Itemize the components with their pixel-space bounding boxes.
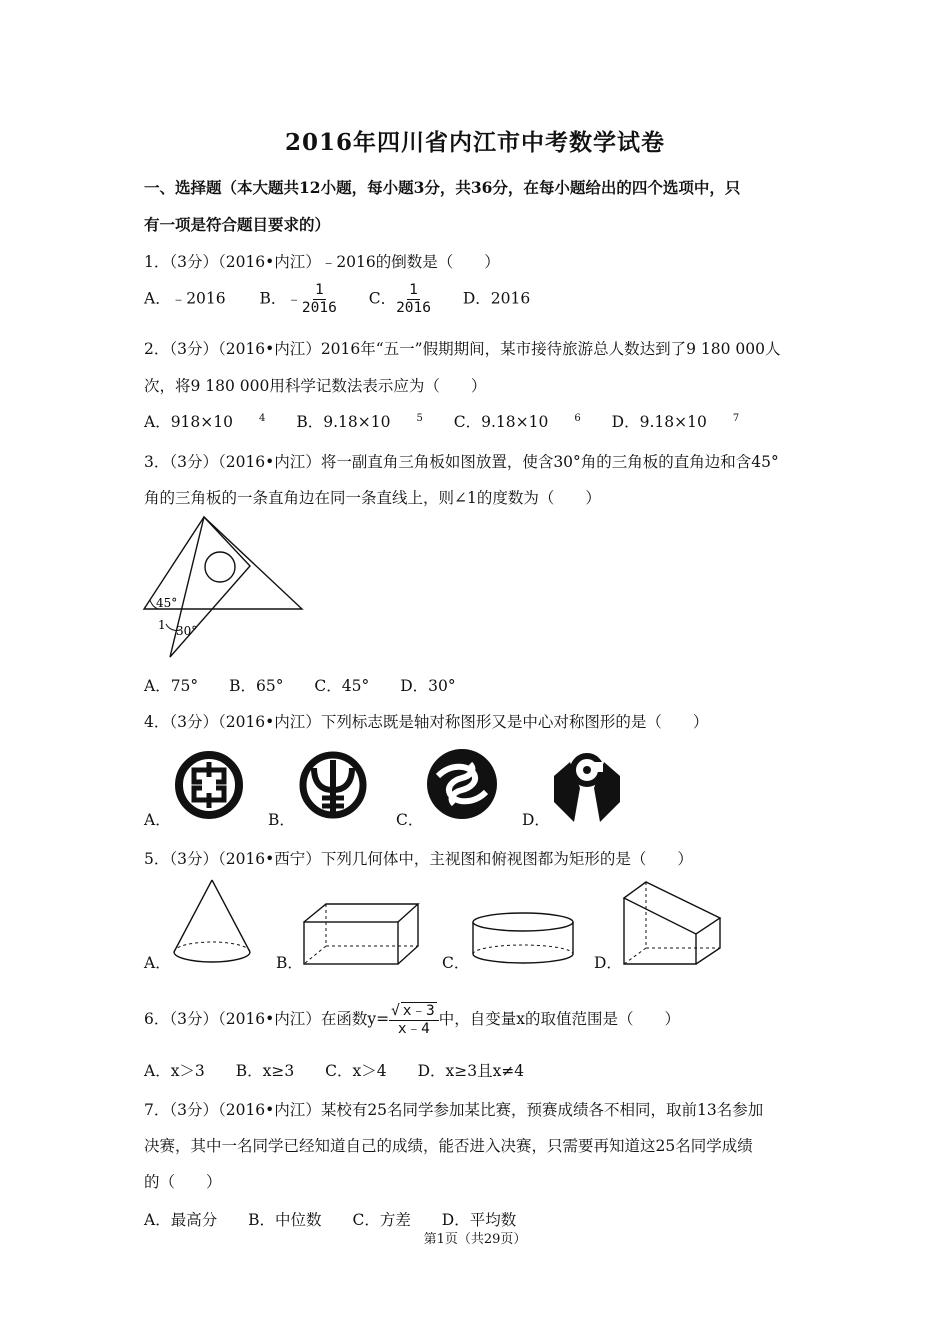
q6-fraction: [389, 1002, 439, 1038]
q5-label-a: A．: [144, 954, 171, 972]
q3-option-b: B．65°: [229, 677, 284, 695]
q1-options: [144, 282, 530, 317]
q2-option-c: [454, 413, 581, 431]
q4-label-b: B．: [268, 811, 295, 829]
q1-option-a: A．﹣2016: [144, 289, 226, 308]
q2-line1: 2．（3分）（2016•内江）2016年“五一”假期期间，某市接待旅游总人数达到了9 180 000人: [144, 340, 781, 358]
q3-option-a: A．75°: [144, 677, 199, 695]
q3-option-c: C．45°: [314, 677, 370, 695]
triangular-prism-icon: [620, 878, 724, 968]
q1-option-b-fraction: [302, 282, 337, 317]
q1-option-c-fraction: [396, 282, 431, 317]
q6-prefix: 6．（3分）（2016•内江）在函数y=: [144, 1010, 390, 1028]
label-45: 45°: [156, 596, 178, 610]
q7-option-a: A．最高分: [144, 1211, 218, 1229]
q3-option-d: D．30°: [400, 677, 456, 695]
q2-d-base: D．9.18×10: [611, 413, 707, 431]
q7-line2: 决赛，其中一名同学已经知道自己的成绩，能否进入决赛，只需要再知道这25名同学成绩: [144, 1137, 753, 1155]
q7-options: [144, 1208, 542, 1230]
q2-b-exp: 5: [416, 412, 423, 424]
page-footer: 第1页（共29页）: [423, 1232, 527, 1247]
q1-option-b-prefix: B．﹣: [259, 289, 302, 308]
q1-c-numerator: 1: [409, 282, 418, 298]
q7-line1: 7．（3分）（2016•内江）某校有25名同学参加某比赛，预赛成绩各不相同，取前13名参加: [144, 1101, 764, 1119]
q6-option-c: C．x＞4: [325, 1062, 387, 1080]
q6-option-a: A．x＞3: [144, 1062, 205, 1080]
page-title: 2016年四川省内江市中考数学试卷: [284, 129, 665, 156]
q5-box: [300, 900, 422, 974]
q6-radicand: x﹣3: [402, 1003, 435, 1019]
q4-label-c: C．: [396, 811, 424, 829]
section-heading-line2: 有一项是符合题目要求的）: [144, 215, 331, 234]
q6-numerator: √ x﹣3: [389, 1002, 439, 1021]
q5-cone: [170, 876, 254, 972]
q1-c-denominator: 2016: [396, 300, 431, 316]
q2-line2: 次，将9 180 000用科学记数法表示应为（ ）: [144, 377, 487, 395]
q2-option-a: [144, 413, 265, 431]
q1-stem: 1．（3分）（2016•内江）﹣2016的倒数是（ ）: [144, 253, 500, 271]
cuboid-icon: [300, 900, 422, 970]
cylinder-icon: [468, 910, 578, 968]
q6-denominator: x﹣4: [397, 1021, 430, 1037]
q5-label-c: C．: [442, 954, 470, 972]
q4-label-a: A．: [144, 811, 171, 829]
q1-b-denominator: 2016: [301, 300, 337, 316]
q2-option-d: [612, 413, 740, 431]
q4-logo-d: [550, 748, 624, 828]
triangle-hole-circle: [205, 552, 235, 582]
q3-line1: 3．（3分）（2016•内江）将一副直角三角板如图放置，使含30°角的三角板的直角边和含45°: [144, 453, 779, 471]
q1-option-d: D．2016: [462, 289, 531, 308]
rural-credit-logo-icon: [550, 748, 624, 824]
triangle-rulers-diagram: [140, 512, 310, 662]
q1-option-c-prefix: C．: [368, 289, 397, 308]
q2-c-exp: 6: [574, 412, 581, 424]
icbc-logo-icon: [172, 748, 246, 822]
q2-a-base: A．918×10: [144, 413, 233, 431]
q4-stem: 4．（3分）（2016•内江）下列标志既是轴对称图形又是中心对称图形的是（ ）: [144, 713, 709, 731]
q7-option-c: C．方差: [352, 1211, 411, 1229]
cone-icon: [170, 876, 254, 968]
q3-options: [144, 674, 482, 696]
q6-option-b: B．x≥3: [235, 1062, 295, 1080]
china-mobile-logo-icon: [424, 746, 500, 822]
label-30: 30°: [176, 624, 198, 638]
abc-bank-logo-icon: [296, 748, 370, 822]
q6-suffix: 中，自变量x的取值范围是（ ）: [438, 1010, 681, 1028]
q7-option-d: D．平均数: [441, 1211, 517, 1229]
q5-stem: 5．（3分）（2016•西宁）下列几何体中，主视图和俯视图都为矩形的是（ ）: [144, 850, 693, 868]
q4-label-d: D．: [522, 811, 550, 829]
q7-line3: 的（ ）: [144, 1173, 222, 1191]
q2-c-base: C．9.18×10: [453, 413, 549, 431]
section-heading-line1: 一、选择题（本大题共12小题，每小题3分，共36分，在每小题给出的四个选项中，只: [144, 178, 741, 197]
q5-cylinder: [468, 910, 578, 972]
q6-option-d: D．x≥3且x≠4: [417, 1062, 525, 1080]
q2-d-exp: 7: [732, 412, 740, 424]
q2-option-b: [296, 413, 423, 431]
q1-b-numerator: 1: [315, 282, 324, 298]
q5-label-d: D．: [594, 954, 622, 972]
q5-prism: [620, 878, 724, 972]
q2-options: [144, 410, 765, 432]
label-1: 1: [158, 618, 166, 632]
q3-line2: 角的三角板的一条直角边在同一条直线上，则∠1的度数为（ ）: [144, 489, 601, 507]
q2-b-base: B．9.18×10: [296, 413, 391, 431]
q4-logo-a: [172, 748, 246, 826]
q4-logo-b: [296, 748, 370, 826]
q5-label-b: B．: [276, 954, 303, 972]
q2-a-exp: 4: [259, 412, 266, 424]
q6-options: [144, 1059, 550, 1081]
q7-option-b: B．中位数: [248, 1211, 322, 1229]
q6-stem: [144, 1002, 680, 1038]
q4-logo-c: [424, 746, 500, 826]
q3-triangle-figure: [140, 512, 310, 662]
